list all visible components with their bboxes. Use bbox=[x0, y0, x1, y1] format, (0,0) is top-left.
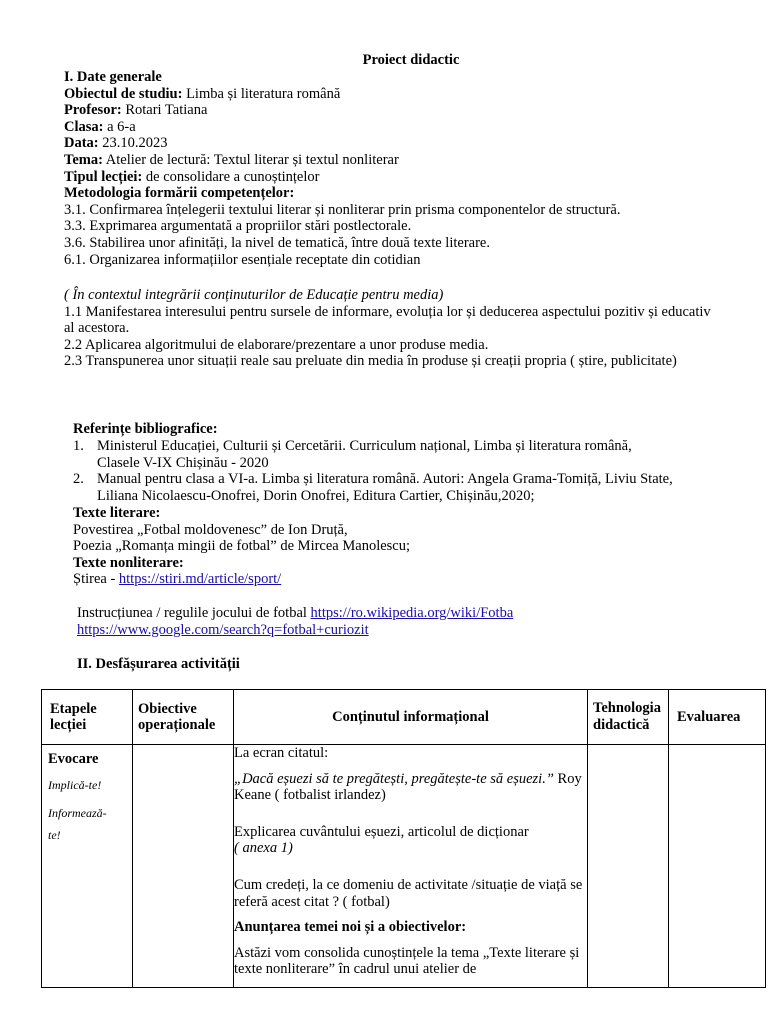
rules-link[interactable]: https://ro.wikipedia.org/wiki/Fotba bbox=[310, 605, 514, 621]
date-value: 23.10.2023 bbox=[98, 135, 168, 152]
competence-item: 6.1. Organizarea informațiilor esențiale receptate din cotidian bbox=[64, 251, 421, 268]
media-item: 2.2 Aplicarea algoritmului de elaborare/prezentare a unor produse media. bbox=[64, 336, 489, 353]
texts-section bbox=[73, 505, 733, 588]
content-explain: Explicarea cuvântului eșuezi, articolul de dicționar bbox=[234, 823, 529, 840]
column-header-technology: Tehnologia didactică bbox=[588, 690, 669, 745]
column-header-content: Conținutul informațional bbox=[234, 690, 588, 745]
table-row bbox=[42, 745, 766, 988]
activity-heading: II. Desfășurarea activității bbox=[77, 656, 240, 672]
subject-value: Limba și literatura română bbox=[182, 85, 341, 102]
table-header-row bbox=[42, 690, 766, 745]
news-label: Știrea - bbox=[73, 571, 119, 588]
reference-text: Manual pentru clasa a VI-a. Limba și literatura română. Autori: Angela Grama-Tomiță, Liviu State, Liliana Nicolaescu-Onofrei, Dorin Onofrei, Editura Cartier, Chișinău,2020; bbox=[97, 471, 673, 504]
column-header-objectives: Obiective operaționale bbox=[133, 690, 234, 745]
reference-text: Ministerul Educației, Culturii și Cercetării. Curriculum național, Limba și literatura română, Clasele V-IX Chișinău - 2020 bbox=[97, 438, 632, 471]
activity-heading-block bbox=[77, 656, 737, 673]
objectives-cell bbox=[133, 745, 234, 988]
news-link[interactable]: https://stiri.md/article/sport/ bbox=[118, 571, 282, 588]
reference-number: 1. bbox=[73, 438, 84, 454]
column-header-evaluation: Evaluarea bbox=[669, 690, 766, 745]
teacher-label: Profesor: bbox=[64, 102, 122, 119]
content-question: Cum credeți, la ce domeniu de activitate /situație de viață se referă acest citat ? ( fotbal) bbox=[234, 876, 583, 910]
rules-label: Instrucțiunea / regulile jocului de fotbal bbox=[77, 605, 311, 621]
references-list bbox=[73, 438, 673, 504]
nonliterary-heading: Texte nonliterare: bbox=[73, 554, 184, 571]
media-item: 2.3 Transpunerea unor situații reale sau preluate din media în produse și creații propria ( știre, publicitate) bbox=[64, 353, 677, 370]
stage-sub-item: Implică-te! bbox=[48, 777, 102, 792]
general-section bbox=[64, 69, 724, 268]
document-title: Proiect didactic bbox=[362, 52, 460, 68]
teacher-value: Rotari Tatiana bbox=[121, 102, 208, 119]
general-heading: I. Date generale bbox=[64, 69, 162, 85]
literary-heading: Texte literare: bbox=[73, 505, 161, 521]
media-item: 1.1 Manifestarea interesului pentru sursele de informare, evoluția lor și deducerea aspectului pozitiv și educativ al acestora. bbox=[64, 303, 711, 337]
competence-item: 3.6. Stabilirea unor afinități, la nivel de tematică, între două texte literare. bbox=[64, 234, 490, 251]
content-annex: ( anexa 1) bbox=[234, 840, 293, 857]
competence-item: 3.1. Confirmarea înțelegerii textului literar și nonliterar prin prisma componentelor de structură. bbox=[64, 201, 621, 218]
technology-cell bbox=[588, 745, 669, 988]
class-label: Clasa: bbox=[64, 118, 104, 135]
subject-label: Obiectul de studiu: bbox=[64, 85, 183, 102]
google-link[interactable]: https://www.google.com/search?q=fotbal+curiozit bbox=[77, 621, 369, 638]
competence-item: 3.3. Exprimarea argumentată a propriilor stări postlectorale. bbox=[64, 218, 412, 235]
activity-table bbox=[41, 689, 766, 988]
content-announce: Anunțarea temei noi și a obiectivelor: bbox=[234, 919, 467, 936]
reference-item bbox=[73, 438, 673, 471]
theme-label: Tema: bbox=[64, 151, 103, 168]
theme-value: Atelier de lectură: Textul literar și textul nonliterar bbox=[102, 151, 399, 168]
reference-item bbox=[73, 471, 673, 504]
content-quote-block bbox=[234, 771, 587, 804]
literary-item: Poezia „Romanța mingii de fotbal” de Mircea Manolescu; bbox=[73, 538, 411, 555]
lesson-type-label: Tipul lecției: bbox=[64, 168, 143, 185]
content-today: Astăzi vom consolida cunoștințele la tema „Texte literare și texte nonliterare” în cadrul unui atelier de bbox=[234, 944, 580, 978]
literary-item: Povestirea „Fotbal moldovenesc” de Ion Druță, bbox=[73, 521, 348, 538]
content-screen: La ecran citatul: bbox=[234, 745, 329, 761]
stage-cell bbox=[42, 745, 133, 988]
content-quote-author: Roy Keane ( fotbalist irlandez) bbox=[234, 770, 582, 804]
media-context: ( În contextul integrării conținuturilor de Educație pentru media) bbox=[64, 287, 444, 303]
stage-name: Evocare bbox=[48, 751, 99, 767]
reference-number: 2. bbox=[73, 471, 84, 488]
lesson-type-value: de consolidare a cunoștințelor bbox=[142, 168, 320, 185]
content-quote: „Dacă eșuezi să te pregătești, pregătește-te să eșuezi.” bbox=[234, 770, 554, 787]
references-section bbox=[73, 421, 673, 438]
content-cell bbox=[234, 745, 588, 988]
stage-sub-item: Informează-te! bbox=[48, 805, 107, 842]
media-section bbox=[64, 287, 724, 370]
class-value: a 6-a bbox=[103, 118, 136, 135]
date-label: Data: bbox=[64, 135, 99, 152]
method-label: Metodologia formării competențelor: bbox=[64, 185, 295, 202]
column-header-stage: Etapele lecției bbox=[42, 690, 133, 745]
evaluation-cell bbox=[669, 745, 766, 988]
references-heading: Referințe bibliografice: bbox=[73, 421, 218, 437]
rules-section bbox=[77, 605, 737, 638]
